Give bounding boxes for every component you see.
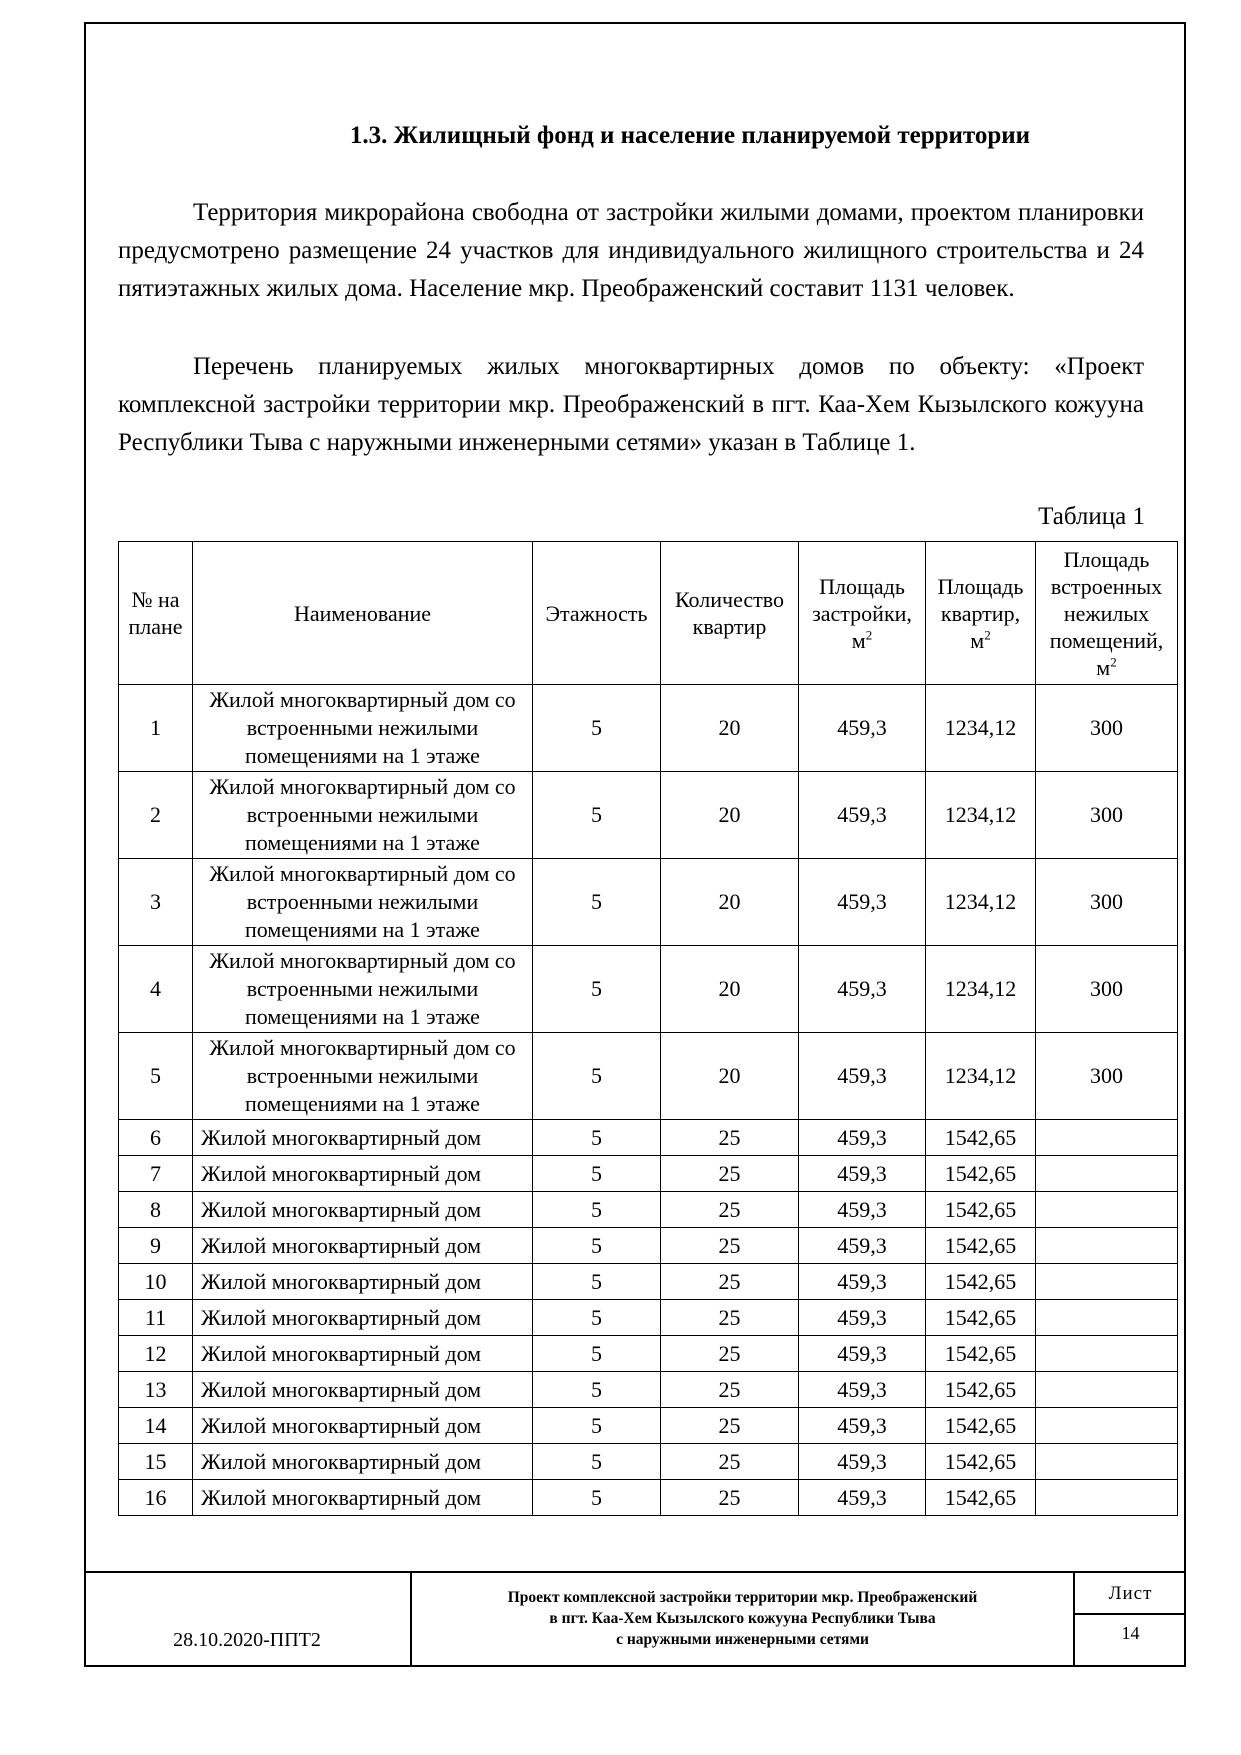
col-header-apartments: Количество квартир	[661, 542, 799, 685]
cell-apt-area: 1542,65	[926, 1444, 1036, 1480]
cell-floors: 5	[533, 1228, 661, 1264]
cell-floors: 5	[533, 1033, 661, 1120]
col-header-nonres-area: Площадь встроенных нежилых помещений, $м^2$	[1036, 542, 1178, 685]
cell-apartments: 20	[661, 859, 799, 946]
cell-name: Жилой многоквартирный дом со встроенными нежилыми помещениями на 1 этаже	[193, 946, 533, 1033]
table-row	[119, 1228, 1178, 1264]
cell-floors: 5	[533, 946, 661, 1033]
cell-nonres-area: 300	[1036, 685, 1178, 772]
cell-apt-area: 1542,65	[926, 1480, 1036, 1516]
table-row	[119, 1336, 1178, 1372]
cell-floors: 5	[533, 1192, 661, 1228]
cell-num: 8	[119, 1192, 193, 1228]
cell-build-area: 459,3	[799, 772, 926, 859]
cell-apt-area: 1542,65	[926, 1156, 1036, 1192]
cell-num: 5	[119, 1033, 193, 1120]
cell-apartments: 20	[661, 1033, 799, 1120]
cell-floors: 5	[533, 1300, 661, 1336]
cell-nonres-area	[1036, 1228, 1178, 1264]
paragraph-2: Перечень планируемых жилых многоквартирных домов по объекту: «Проект комплексной застройки территории мкр. Преображенский в пгт. Каа-Хем Кызылского кожууна Республики Тыва с наружными инженерными сетями» указан в Таблице 1.	[118, 353, 1144, 456]
cell-apartments: 25	[661, 1156, 799, 1192]
cell-name: Жилой многоквартирный дом	[193, 1192, 533, 1228]
cell-num: 13	[119, 1372, 193, 1408]
cell-nonres-area: 300	[1036, 1033, 1178, 1120]
cell-nonres-area	[1036, 1264, 1178, 1300]
cell-name: Жилой многоквартирный дом	[193, 1336, 533, 1372]
cell-floors: 5	[533, 1120, 661, 1156]
cell-build-area: 459,3	[799, 1372, 926, 1408]
table-caption: Таблица 1	[1038, 503, 1145, 530]
table-row	[119, 772, 1178, 859]
cell-apartments: 25	[661, 1408, 799, 1444]
cell-num: 9	[119, 1228, 193, 1264]
project-title: Проект комплексной застройки территории мкр. Преображенский в пгт. Каа-Хем Кызылского кожууна Республики Тыва с наружными инженерными сетями	[507, 1589, 978, 1648]
cell-build-area: 459,3	[799, 1228, 926, 1264]
cell-nonres-area	[1036, 1192, 1178, 1228]
cell-build-area: 459,3	[799, 1444, 926, 1480]
cell-build-area: 459,3	[799, 1033, 926, 1120]
cell-apartments: 20	[661, 772, 799, 859]
cell-name: Жилой многоквартирный дом	[193, 1408, 533, 1444]
cell-floors: 5	[533, 1408, 661, 1444]
table-row	[119, 685, 1178, 772]
cell-num: 3	[119, 859, 193, 946]
cell-floors: 5	[533, 1480, 661, 1516]
cell-apartments: 20	[661, 946, 799, 1033]
cell-apt-area: 1542,65	[926, 1336, 1036, 1372]
cell-apt-area: 1542,65	[926, 1264, 1036, 1300]
cell-build-area: 459,3	[799, 685, 926, 772]
cell-apt-area: 1542,65	[926, 1228, 1036, 1264]
cell-build-area: 459,3	[799, 1480, 926, 1516]
cell-name: Жилой многоквартирный дом	[193, 1228, 533, 1264]
cell-nonres-area	[1036, 1480, 1178, 1516]
cell-build-area: 459,3	[799, 1120, 926, 1156]
cell-num: 15	[119, 1444, 193, 1480]
table-row	[119, 1192, 1178, 1228]
table-row	[119, 946, 1178, 1033]
cell-floors: 5	[533, 772, 661, 859]
cell-num: 4	[119, 946, 193, 1033]
cell-apartments: 25	[661, 1372, 799, 1408]
sheet-number: 14	[1121, 1623, 1140, 1643]
table-header-row	[119, 542, 1178, 685]
title-block-sheet-cell	[1075, 1573, 1186, 1667]
cell-build-area: 459,3	[799, 1300, 926, 1336]
cell-apartments: 25	[661, 1264, 799, 1300]
table-row	[119, 1264, 1178, 1300]
cell-apt-area: 1542,65	[926, 1408, 1036, 1444]
table-row	[119, 1033, 1178, 1120]
cell-build-area: 459,3	[799, 1264, 926, 1300]
cell-nonres-area: 300	[1036, 772, 1178, 859]
housing-table	[118, 541, 1178, 1516]
cell-floors: 5	[533, 1156, 661, 1192]
title-block	[84, 1571, 1186, 1667]
cell-nonres-area: 300	[1036, 946, 1178, 1033]
cell-apartments: 25	[661, 1444, 799, 1480]
cell-name: Жилой многоквартирный дом	[193, 1372, 533, 1408]
table-row	[119, 1300, 1178, 1336]
col-header-floors: Этажность	[533, 542, 661, 685]
cell-name: Жилой многоквартирный дом	[193, 1156, 533, 1192]
cell-num: 1	[119, 685, 193, 772]
table-row	[119, 1444, 1178, 1480]
cell-apartments: 25	[661, 1480, 799, 1516]
col-header-num: № на плане	[119, 542, 193, 685]
cell-floors: 5	[533, 1336, 661, 1372]
cell-apt-area: 1542,65	[926, 1192, 1036, 1228]
cell-num: 14	[119, 1408, 193, 1444]
cell-name: Жилой многоквартирный дом	[193, 1444, 533, 1480]
cell-name: Жилой многоквартирный дом	[193, 1264, 533, 1300]
cell-build-area: 459,3	[799, 859, 926, 946]
cell-name: Жилой многоквартирный дом	[193, 1120, 533, 1156]
cell-num: 6	[119, 1120, 193, 1156]
cell-num: 12	[119, 1336, 193, 1372]
cell-nonres-area	[1036, 1408, 1178, 1444]
table-row	[119, 859, 1178, 946]
cell-nonres-area	[1036, 1156, 1178, 1192]
cell-name: Жилой многоквартирный дом	[193, 1480, 533, 1516]
cell-nonres-area	[1036, 1372, 1178, 1408]
cell-build-area: 459,3	[799, 1408, 926, 1444]
cell-apt-area: 1234,12	[926, 1033, 1036, 1120]
cell-nonres-area	[1036, 1300, 1178, 1336]
cell-name: Жилой многоквартирный дом со встроенными нежилыми помещениями на 1 этаже	[193, 859, 533, 946]
table-row	[119, 1120, 1178, 1156]
cell-apartments: 25	[661, 1336, 799, 1372]
cell-apartments: 25	[661, 1120, 799, 1156]
title-block-project-cell	[410, 1573, 1075, 1667]
cell-apartments: 25	[661, 1192, 799, 1228]
cell-apt-area: 1234,12	[926, 859, 1036, 946]
cell-apt-area: 1234,12	[926, 685, 1036, 772]
table-row	[119, 1480, 1178, 1516]
cell-num: 16	[119, 1480, 193, 1516]
cell-floors: 5	[533, 1444, 661, 1480]
cell-build-area: 459,3	[799, 1336, 926, 1372]
cell-name: Жилой многоквартирный дом	[193, 1300, 533, 1336]
cell-apartments: 25	[661, 1300, 799, 1336]
cell-build-area: 459,3	[799, 1156, 926, 1192]
cell-nonres-area	[1036, 1120, 1178, 1156]
cell-apt-area: 1542,65	[926, 1120, 1036, 1156]
cell-num: 11	[119, 1300, 193, 1336]
cell-floors: 5	[533, 1264, 661, 1300]
cell-apt-area: 1234,12	[926, 772, 1036, 859]
cell-build-area: 459,3	[799, 946, 926, 1033]
document-code: 28.10.2020-ППТ2	[173, 1629, 321, 1651]
cell-apartments: 20	[661, 685, 799, 772]
table-row	[119, 1156, 1178, 1192]
sheet-label: Лист	[1075, 1579, 1186, 1615]
cell-num: 7	[119, 1156, 193, 1192]
cell-name: Жилой многоквартирный дом со встроенными нежилыми помещениями на 1 этаже	[193, 1033, 533, 1120]
col-header-apt-area: Площадь квартир, $м^2$	[926, 542, 1036, 685]
table-row	[119, 1372, 1178, 1408]
section-heading: 1.3. Жилищный фонд и население планируемой территории	[349, 122, 1031, 149]
cell-name: Жилой многоквартирный дом со встроенными нежилыми помещениями на 1 этаже	[193, 685, 533, 772]
cell-apartments: 25	[661, 1228, 799, 1264]
cell-num: 10	[119, 1264, 193, 1300]
title-block-code-cell	[84, 1573, 410, 1667]
cell-build-area: 459,3	[799, 1192, 926, 1228]
cell-apt-area: 1234,12	[926, 946, 1036, 1033]
cell-floors: 5	[533, 1372, 661, 1408]
cell-apt-area: 1542,65	[926, 1300, 1036, 1336]
cell-nonres-area	[1036, 1336, 1178, 1372]
cell-nonres-area	[1036, 1444, 1178, 1480]
cell-num: 2	[119, 772, 193, 859]
cell-nonres-area: 300	[1036, 859, 1178, 946]
table-row	[119, 1408, 1178, 1444]
cell-floors: 5	[533, 685, 661, 772]
cell-name: Жилой многоквартирный дом со встроенными нежилыми помещениями на 1 этаже	[193, 772, 533, 859]
cell-apt-area: 1542,65	[926, 1372, 1036, 1408]
col-header-name: Наименование	[193, 542, 533, 685]
paragraph-1: Территория микрорайона свободна от застройки жилыми домами, проектом планировки предусмотрено размещение 24 участков для индивидуального жилищного строительства и 24 пятиэтажных жилых дома. Население мкр. Преображенский составит 1131 человек.	[118, 199, 1144, 302]
col-header-build-area: Площадь застройки, $м^2$	[799, 542, 926, 685]
cell-floors: 5	[533, 859, 661, 946]
